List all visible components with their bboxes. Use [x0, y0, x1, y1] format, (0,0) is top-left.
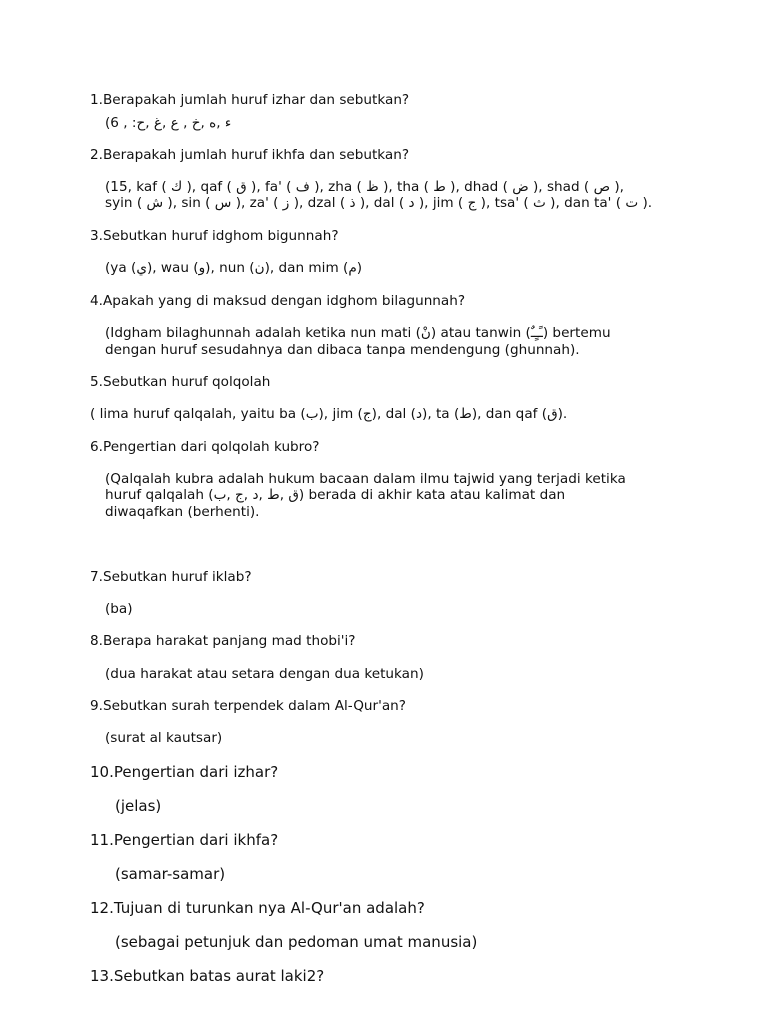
answer-12 [115, 933, 477, 951]
question-text: Apakah yang di maksud dengan idghom bilagunnah? [102, 293, 466, 309]
question-text: Pengertian dari qolqolah kubro? [102, 439, 320, 455]
answer-4-line-2 [105, 342, 580, 358]
question-9 [90, 698, 406, 714]
question-text: Berapakah jumlah huruf ikhfa dan sebutkan? [102, 147, 410, 163]
question-number: 10. [90, 763, 114, 781]
question-12 [90, 899, 425, 917]
question-11 [90, 831, 278, 849]
answer-line: (samar-samar) [115, 865, 226, 883]
answer-line: (surat al kautsar) [105, 730, 223, 746]
answer-line: (sebagai petunjuk dan pedoman umat manusia) [115, 933, 478, 951]
answer-line: (ba) [105, 601, 133, 617]
answer-6-line-3 [105, 504, 259, 520]
answer-10 [115, 797, 161, 815]
answer-6-line-2 [105, 487, 565, 503]
question-text: Pengertian dari izhar? [113, 763, 279, 781]
question-text: Pengertian dari ikhfa? [113, 831, 279, 849]
answer-line: (ya (ي), wau (و), nun (ن), dan mim (م) [105, 260, 363, 276]
question-6 [90, 439, 320, 455]
question-7 [90, 569, 252, 585]
question-text: Berapa harakat panjang mad thobi'i? [102, 633, 356, 649]
question-13 [90, 967, 324, 985]
answer-line: dengan huruf sesudahnya dan dibaca tanpa mendengung (ghunnah). [105, 342, 580, 358]
question-text: Tujuan di turunkan nya Al-Qur'an adalah? [113, 899, 425, 917]
question-4 [90, 293, 465, 309]
question-2 [90, 147, 409, 163]
answer-line: (dua harakat atau setara dengan dua ketukan) [105, 666, 424, 682]
question-number: 2. [90, 147, 103, 163]
question-text: Sebutkan huruf iklab? [102, 569, 252, 585]
answer-8 [105, 666, 424, 682]
question-1 [90, 92, 409, 108]
question-number: 3. [90, 228, 103, 244]
answer-2-line-1 [105, 179, 624, 195]
question-8 [90, 633, 356, 649]
question-number: 9. [90, 698, 103, 714]
answer-9 [105, 730, 222, 746]
answer-6-line-1 [105, 471, 626, 487]
question-text: Sebutkan huruf idghom bigunnah? [102, 228, 339, 244]
question-number: 1. [90, 92, 103, 108]
answer-1 [105, 115, 231, 131]
question-10 [90, 763, 278, 781]
question-text: Sebutkan huruf qolqolah [102, 374, 271, 390]
answer-7 [105, 601, 133, 617]
answer-line: (Qalqalah kubra adalah hukum bacaan dalam ilmu tajwid yang terjadi ketika [105, 471, 626, 487]
answer-line: syin ( ش ), sin ( س ), za' ( ز ), dzal ( ذ ), dal ( د ), jim ( ج ), tsa' ( ث ), dan ta' ( ت ). [105, 195, 653, 211]
question-text: Berapakah jumlah huruf izhar dan sebutkan? [102, 92, 410, 108]
answer-line: (jelas) [115, 797, 162, 815]
answer-line: (Idgham bilaghunnah adalah ketika nun mati (نْ) atau tanwin (ـًـٍـٌ) bertemu [105, 325, 611, 341]
question-number: 7. [90, 569, 103, 585]
answer-line: ( lima huruf qalqalah, yaitu ba (ب), jim (ج), dal (د), ta (ط), dan qaf (ق). [90, 406, 568, 422]
question-number: 8. [90, 633, 103, 649]
answer-line: (6 , :ء ,ه ,خ , ع ,غ ,ح [105, 115, 232, 131]
answer-2-line-2 [105, 195, 652, 211]
question-text: Sebutkan batas aurat laki2? [113, 967, 325, 985]
answer-line: huruf qalqalah (ق ,ط ,د ,ج ,ب) berada di akhir kata atau kalimat dan [105, 487, 566, 503]
answer-11 [115, 865, 225, 883]
answer-5 [90, 406, 567, 422]
question-number: 11. [90, 831, 114, 849]
question-number: 13. [90, 967, 114, 985]
question-text: Sebutkan surah terpendek dalam Al-Qur'an? [102, 698, 406, 714]
answer-line: (15, kaf ( ك ), qaf ( ق ), fa' ( ف ), zha ( ظ ), tha ( ط ), dhad ( ض ), shad ( ص ), [105, 179, 624, 195]
answer-4-line-1 [105, 325, 611, 341]
answer-line: diwaqafkan (berhenti). [105, 504, 260, 520]
question-5 [90, 374, 270, 390]
question-3 [90, 228, 339, 244]
question-number: 4. [90, 293, 103, 309]
question-number: 6. [90, 439, 103, 455]
question-number: 12. [90, 899, 114, 917]
answer-3 [105, 260, 362, 276]
question-number: 5. [90, 374, 103, 390]
